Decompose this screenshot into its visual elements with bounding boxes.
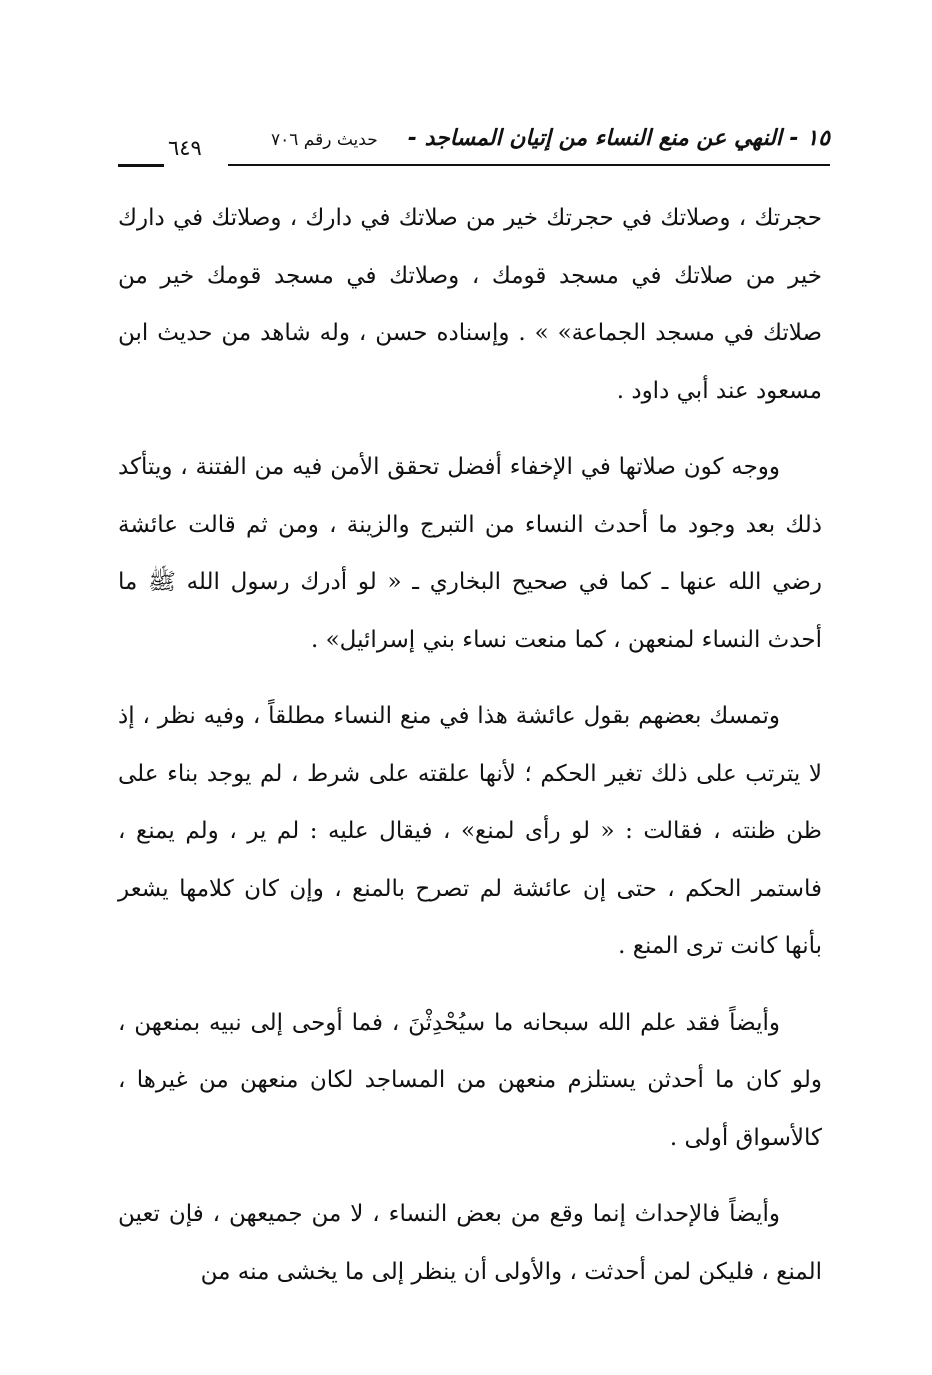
running-header bbox=[118, 118, 830, 178]
page-number-rule bbox=[118, 164, 164, 167]
page-number: ٦٤٩ bbox=[168, 136, 202, 160]
paragraph-2: ووجه كون صلاتها في الإخفاء أفضل تحقق الأمن فيه من الفتنة ، ويتأكد ذلك بعد وجود ما أحدث النساء من التبرج والزينة ، ومن ثم قالت عائشة رضي الله عنها ـ كما في صحيح البخاري ـ « لو أدرك رسول الله ﷺ ما أحدث النساء لمنعهن ، كما منعت نساء بني إسرائيل» . bbox=[118, 454, 822, 653]
body-text bbox=[118, 190, 822, 1320]
paragraph-4: وأيضاً فقد علم الله سبحانه ما سيُحْدِثْنَ ، فما أوحى إلى نبيه بمنعهن ، ولو كان ما أحدثن يستلزم منعهن من المساجد لكان منعهن من غيرها ، كالأسواق أولى . bbox=[118, 1009, 822, 1151]
paragraph-5: وأيضاً فالإحداث إنما وقع من بعض النساء ، لا من جميعهن ، فإن تعين المنع ، فليكن لمن أحدثت ، والأولى أن ينظر إلى ما يخشى منه من bbox=[118, 1201, 822, 1285]
header-rule bbox=[228, 164, 830, 166]
paragraph-1: حجرتك ، وصلاتك في حجرتك خير من صلاتك في دارك ، وصلاتك في دارك خير من صلاتك في مسجد قومك ، وصلاتك في مسجد قومك خير من صلاتك في مسجد الجماعة» » . وإسناده حسن ، وله شاهد من حديث ابن مسعود عند أبي داود . bbox=[118, 205, 822, 404]
chapter-title: ١٥ - النهي عن منع النساء من إتيان المساجد - bbox=[407, 126, 830, 151]
page-number-block bbox=[118, 136, 224, 166]
hadith-reference: حديث رقم ٧٠٦ bbox=[271, 130, 378, 150]
paragraph-3: وتمسك بعضهم بقول عائشة هذا في منع النساء مطلقاً ، وفيه نظر ، إذ لا يترتب على ذلك تغير الحكم ؛ لأنها علقته على شرط ، لم يوجد بناء على ظن ظنته ، فقالت : « لو رأى لمنع» ، فيقال عليه : لم ير ، ولم يمنع ، فاستمر الحكم ، حتى إن عائشة لم تصرح بالمنع ، وإن كان كلامها يشعر بأنها كانت ترى المنع . bbox=[118, 703, 822, 959]
